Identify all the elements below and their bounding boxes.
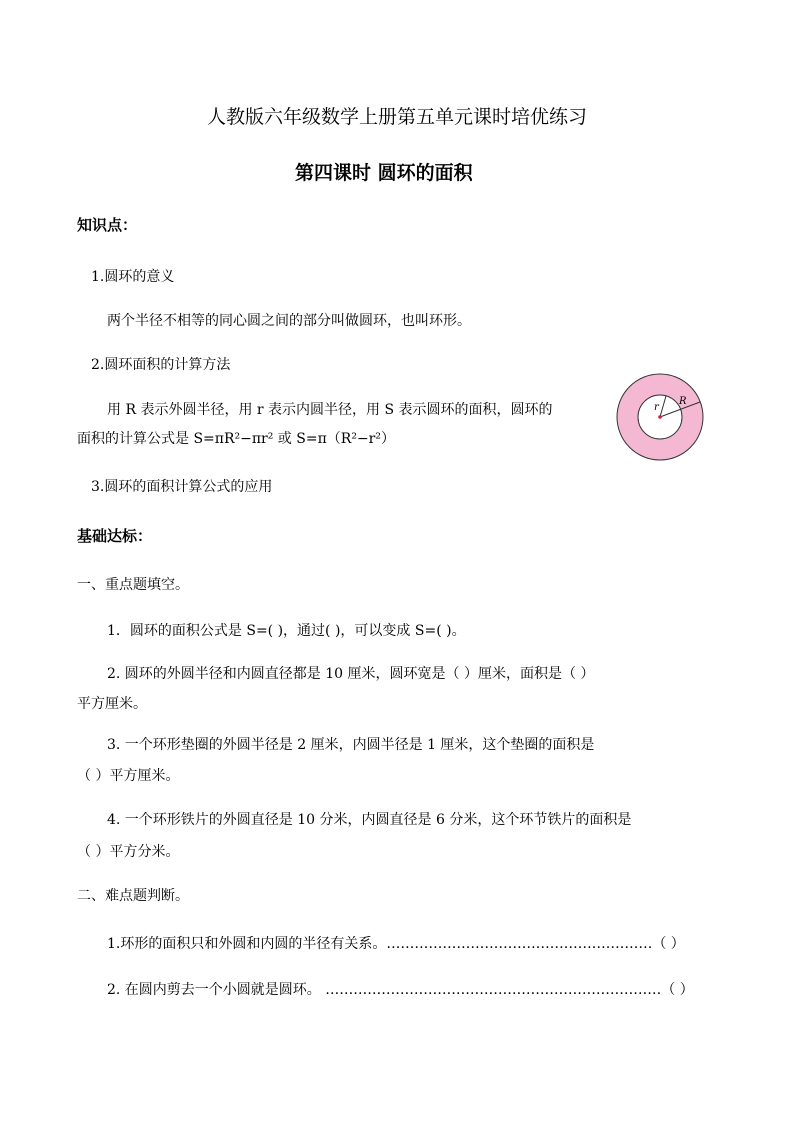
question-4-line1: 4. 一个环形铁片的外圆直径是 10 分米，内圆直径是 6 分米，这个环节铁片的面积是 xyxy=(107,812,632,828)
outer-radius-label: R xyxy=(679,396,687,407)
lesson-subtitle: 第四课时 圆环的面积 xyxy=(295,162,473,184)
knowledge-item-1-title: 1.圆环的意义 xyxy=(91,269,175,285)
question-1: 1．圆环的面积公式是 S=( )，通过( )，可以变成 S=( )。 xyxy=(107,623,466,639)
inner-radius-label: r xyxy=(654,402,659,413)
knowledge-item-2-body-line1: 用 R 表示外圆半径，用 r 表示内圆半径，用 S 表示圆环的面积，圆环的 xyxy=(107,402,553,418)
center-dot xyxy=(658,415,662,419)
knowledge-item-2-title: 2.圆环面积的计算方法 xyxy=(91,357,231,373)
knowledge-item-1-body: 两个半径不相等的同心圆之间的部分叫做圆环，也叫环形。 xyxy=(107,313,471,329)
question-4-line2: （ ）平方分米。 xyxy=(77,844,180,860)
knowledge-item-2-body-line2: 面积的计算公式是 S=πR²−πr² 或 S=π（R²−r²） xyxy=(77,431,395,447)
page-title: 人教版六年级数学上册第五单元课时培优练习 xyxy=(207,106,588,128)
knowledge-heading: 知识点： xyxy=(77,216,138,234)
annulus-figure xyxy=(616,373,704,461)
knowledge-item-3-title: 3.圆环的面积计算公式的应用 xyxy=(91,479,273,495)
judgement-2: 2. 在圆内剪去一个小圆就是圆环。 ………………………………………………………………（ ） xyxy=(107,982,694,998)
basic-heading: 基础达标： xyxy=(77,527,153,545)
question-2-line1: 2. 圆环的外圆半径和内圆直径都是 10 厘米，圆环宽是（ ）厘米，面积是（ ） xyxy=(107,666,595,682)
question-3-line1: 3. 一个环形垫圈的外圆半径是 2 厘米，内圆半径是 1 厘米，这个垫圈的面积是 xyxy=(107,737,595,753)
judgement-1: 1.环形的面积只和外圆和内圆的半径有关系。…………………………………………………（ ） xyxy=(107,936,685,952)
question-2-line2: 平方厘米。 xyxy=(77,696,147,712)
section-2-title: 二、难点题判断。 xyxy=(77,888,189,904)
question-3-line2: （ ）平方厘米。 xyxy=(77,768,180,784)
section-1-title: 一、重点题填空。 xyxy=(77,577,189,593)
